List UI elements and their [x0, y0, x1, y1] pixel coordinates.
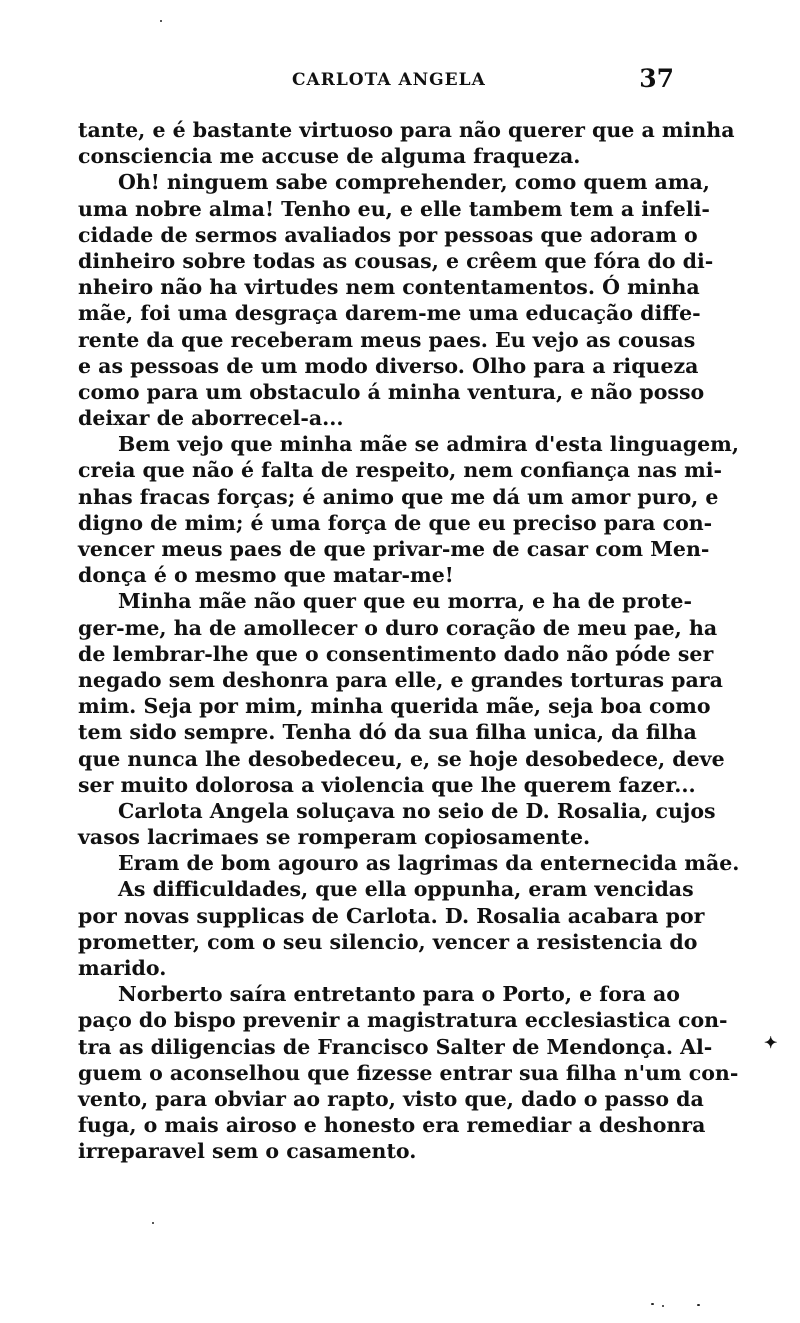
text-line: guem o aconselhou que fizesse entrar sua filha n'um con-	[78, 1060, 739, 1085]
text-line: Norberto saíra entretanto para o Porto, e fora ao	[118, 982, 680, 1007]
text-line: deixar de aborrecel-a...	[78, 406, 344, 431]
text-line: como para um obstaculo á minha ventura, e não posso	[78, 379, 705, 404]
text-line: que nunca lhe desobedeceu, e, se hoje desobedece, deve	[78, 746, 725, 771]
text-line: nheiro não ha virtudes nem contentamentos. Ó minha	[78, 275, 700, 300]
text-line: tem sido sempre. Tenha dó da sua filha unica, da filha	[78, 720, 697, 745]
text-line: donça é o mesmo que matar-me!	[78, 563, 454, 588]
text-line: creia que não é falta de respeito, nem confiança nas mi-	[78, 458, 723, 483]
text-line: vasos lacrimaes se romperam copiosamente.	[78, 825, 591, 850]
text-line: Eram de bom agouro as lagrimas da enternecida mãe.	[118, 851, 740, 876]
text-line: de lembrar-lhe que o consentimento dado não póde ser	[78, 641, 714, 666]
text-line: Minha mãe não quer que eu morra, e ha de prote-	[118, 589, 692, 614]
text-line: digno de mim; é uma força de que eu preciso para con-	[78, 510, 713, 535]
text-line: vento, para obviar ao rapto, visto que, dado o passo da	[78, 1086, 704, 1111]
text-line: uma nobre alma! Tenho eu, e elle tambem tem a infeli-	[78, 196, 710, 221]
running-title: CARLOTA ANGELA	[292, 70, 486, 90]
text-line: As difficuldades, que ella oppunha, eram vencidas	[118, 877, 694, 902]
ink-speck	[160, 20, 162, 22]
margin-ink-mark-icon: ✦	[764, 1033, 778, 1052]
text-line: consciencia me accuse de alguma fraqueza.	[78, 144, 581, 169]
text-line: prometter, com o seu silencio, vencer a resistencia do	[78, 929, 698, 954]
text-line: Oh! ninguem sabe comprehender, como quem ama,	[118, 170, 710, 195]
text-line: fuga, o mais airoso e honesto era remediar a deshonra	[78, 1113, 706, 1138]
ink-speck	[651, 1303, 654, 1305]
ink-speck	[697, 1304, 700, 1306]
ink-speck	[662, 1305, 664, 1307]
body-text	[78, 117, 740, 1165]
text-line: Bem vejo que minha mãe se admira d'esta linguagem,	[118, 432, 739, 457]
text-line: rente da que receberam meus paes. Eu vejo as cousas	[78, 327, 696, 352]
text-line: cidade de sermos avaliados por pessoas que adoram o	[78, 222, 698, 247]
text-line: paço do bispo prevenir a magistratura ecclesiastica con-	[78, 1008, 728, 1033]
text-line: tante, e é bastante virtuoso para não querer que a minha	[78, 118, 735, 142]
text-line: e as pessoas de um modo diverso. Olho para a riqueza	[78, 353, 699, 378]
text-line: por novas supplicas de Carlota. D. Rosalia acabara por	[78, 903, 705, 928]
text-line: marido.	[78, 956, 167, 980]
text-line: vencer meus paes de que privar-me de casar com Men-	[78, 537, 710, 561]
text-line: irreparavel sem o casamento.	[78, 1139, 417, 1164]
text-line: ser muito dolorosa a violencia que lhe querem fazer...	[78, 772, 696, 797]
page-number: 37	[639, 64, 674, 93]
text-line: mim. Seja por mim, minha querida mãe, seja boa como	[78, 694, 711, 719]
text-line: nhas fracas forças; é animo que me dá um amor puro, e	[78, 484, 719, 509]
ink-speck	[152, 1222, 154, 1224]
text-line: ger-me, ha de amollecer o duro coração de meu pae, ha	[78, 615, 718, 640]
page-header	[78, 64, 674, 98]
text-line: negado sem deshonra para elle, e grandes torturas para	[78, 667, 723, 692]
text-line: mãe, foi uma desgraça darem-me uma educação diffe-	[78, 301, 701, 326]
text-line: tra as diligencias de Francisco Salter de Mendonça. Al-	[78, 1034, 713, 1059]
text-line: dinheiro sobre todas as cousas, e crêem que fóra do di-	[78, 248, 714, 273]
text-line: Carlota Angela soluçava no seio de D. Rosalia, cujos	[118, 798, 716, 823]
